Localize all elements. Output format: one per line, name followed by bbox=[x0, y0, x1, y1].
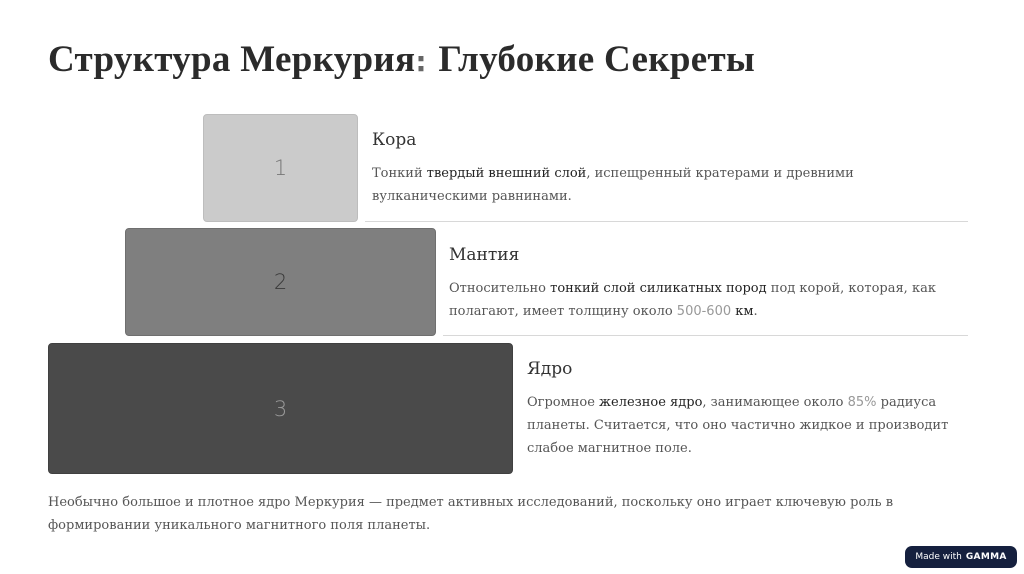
layer-description: Относительно тонкий слой силикатных пород под корой, которая, как полагают, имеет толщину около 500-600 км. bbox=[449, 281, 936, 319]
layer-text-crust bbox=[372, 130, 962, 208]
divider bbox=[365, 221, 968, 222]
footer-note: Необычно большое и плотное ядро Меркурия — предмет активных исследований, поскольку оно играет ключевую роль в формировании уникального магнитного поля планеты. bbox=[48, 495, 894, 533]
layer-description: Тонкий твердый внешний слой, испещренный кратерами и древними вулканическими равнинами. bbox=[372, 166, 854, 204]
layer-number: 1 bbox=[273, 156, 288, 180]
made-with-gamma-badge[interactable] bbox=[905, 546, 1017, 568]
layer-block-core bbox=[48, 343, 513, 474]
slide-title bbox=[48, 38, 755, 81]
layer-block-crust bbox=[203, 114, 358, 222]
layer-text-core bbox=[527, 359, 967, 460]
layer-description: Огромное железное ядро, занимающее около 85% радиуса планеты. Считается, что оно частично жидкое и производит слабое магнитное поле. bbox=[527, 395, 949, 456]
title-main: Структура Меркурия bbox=[48, 39, 416, 80]
title-rest: Глубокие Секреты bbox=[428, 39, 756, 80]
layer-heading: Мантия bbox=[449, 245, 520, 265]
title-colon: : bbox=[415, 45, 427, 78]
layer-number: 3 bbox=[273, 396, 288, 421]
divider bbox=[443, 335, 968, 336]
layer-number: 2 bbox=[273, 270, 288, 294]
layer-heading: Ядро bbox=[527, 359, 573, 379]
layer-heading: Кора bbox=[372, 130, 417, 150]
layer-text-mantle bbox=[449, 245, 949, 323]
gamma-logo: GAMMA bbox=[965, 552, 1007, 562]
layer-block-mantle bbox=[125, 228, 436, 336]
badge-prefix: Made with bbox=[915, 552, 962, 562]
